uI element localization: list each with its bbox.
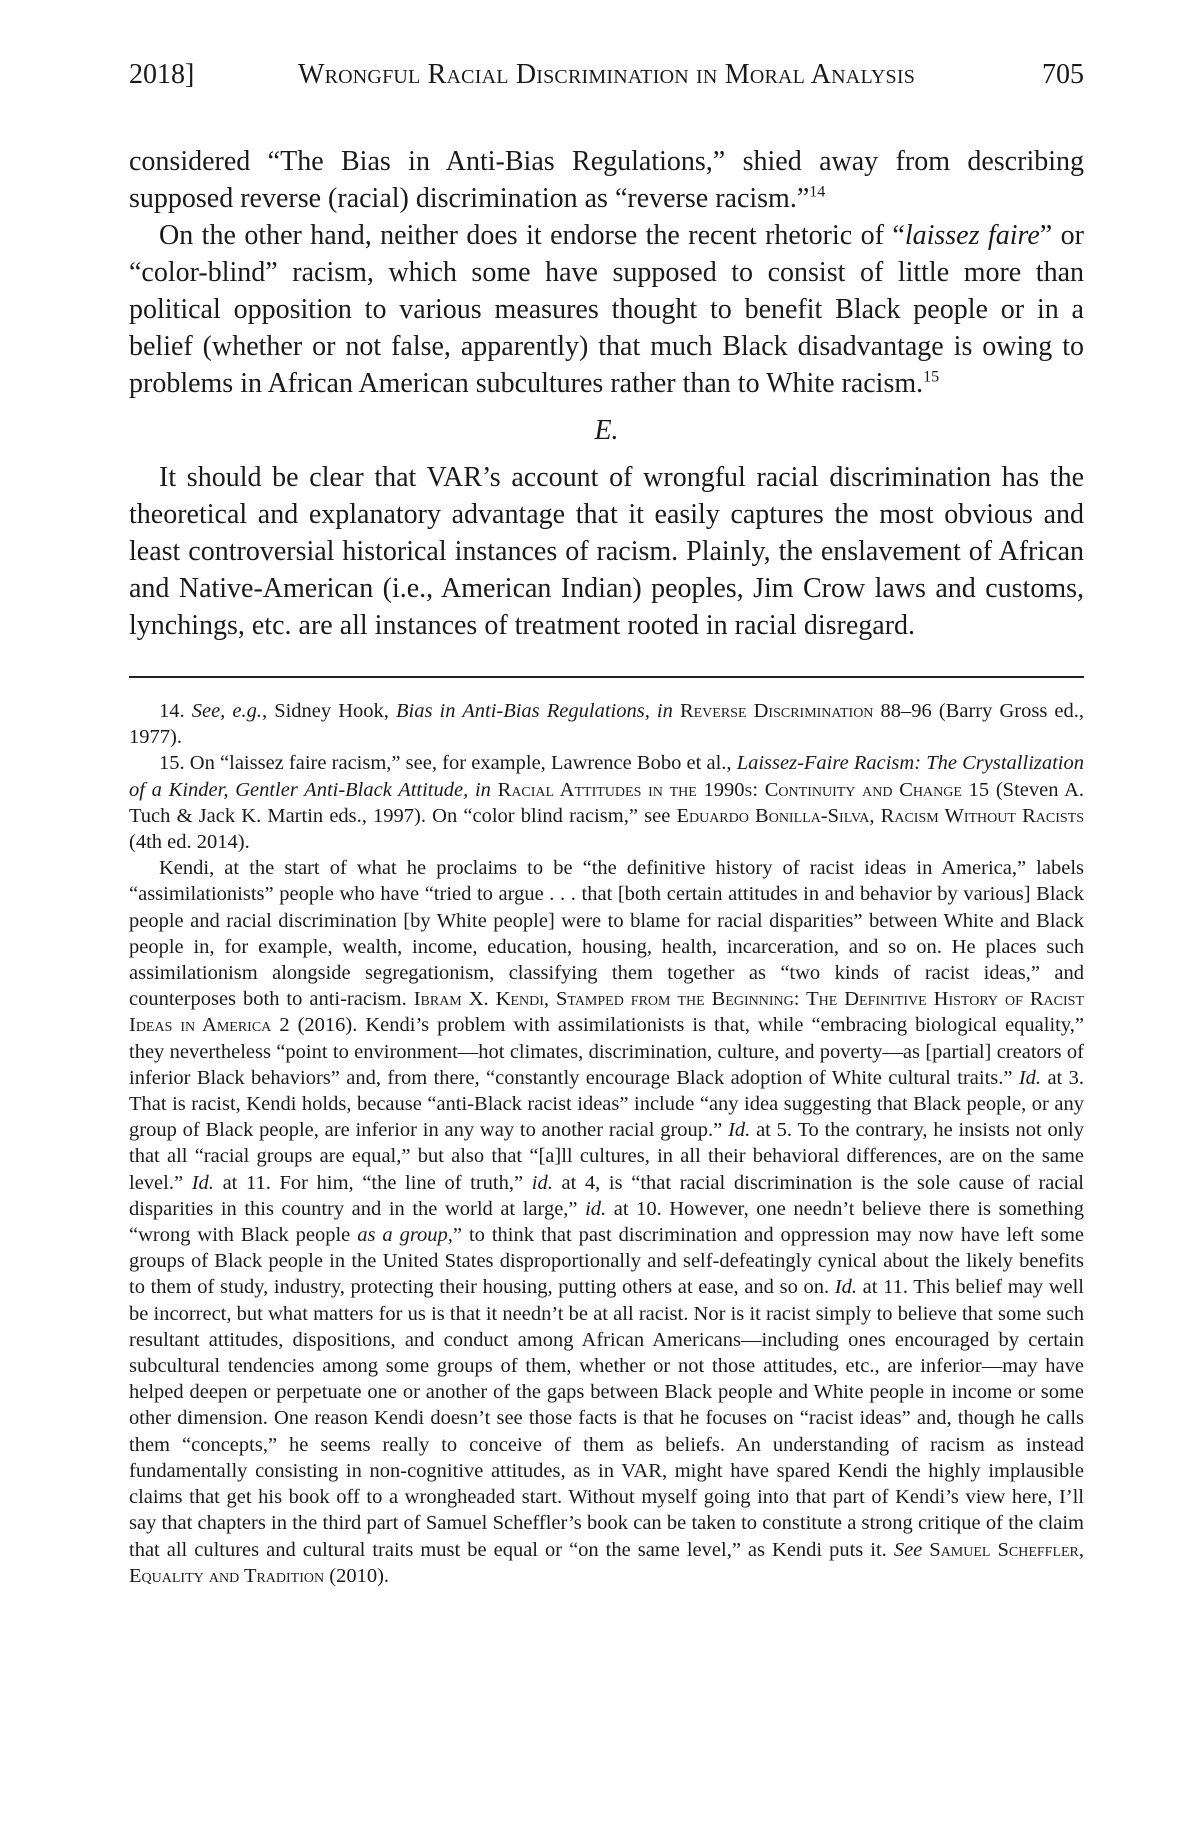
paragraph-laissez-faire: On the other hand, neither does it endorse the recent rhetoric of “laissez faire” or “color-blind” racism, which some have supposed to consist of little more than political opposition to various measures thought to benefit Black people or in a belief (whether or not false, apparently) that much Black disadvantage is owing to problems in African American subcultures rather than to White racism.$^{15}$ (129, 220, 1084, 399)
footnotes (129, 698, 1084, 1589)
main-text (129, 143, 1084, 644)
page-number: 705 (1042, 59, 1084, 90)
footnote-14: 14. See, e.g., Sidney Hook, Bias in Anti-Bias Regulations, in Reverse Discrimination 88–96 (Barry Gross ed., 1977). (129, 700, 1084, 749)
footnote-15-continuation: Kendi, at the start of what he proclaims to be “the definitive history of racist ideas in America,” labels “assimilationists” people who have “tried to argue . . . that [both certain attitudes in and behavior by various] Black people and racial discrimination [by White people] were to blame for racial disparities” between White and Black people in, for example, wealth, income, education, housing, health, incarceration, and so on. He places such assimilationism alongside segregationism, classifying them together as “two kinds of racist ideas,” and counterposes both to anti-racism. Ibram X. Kendi, Stamped from the Beginning: The Definitive History of Racist Ideas in America 2 (2016). Kendi’s problem with assimilationists is that, while “embracing biological equality,” they nevertheless “point to environment—hot climates, discrimination, culture, and poverty—as [partial] creators of inferior Black behaviors” and, from there, “constantly encourage Black adoption of White cultural traits.” Id. at 3. That is racist, Kendi holds, because “anti-Black racist ideas” include “any idea suggesting that Black people, or any group of Black people, are inferior in any way to another racial group.” Id. at 5. To the contrary, he insists not only that all “racial groups are equal,” but also that “[a]ll cultures, in all their behavioral differences, are on the same level.” Id. at 11. For him, “the line of truth,” id. at 4, is “that racial discrimination is the sole cause of racial disparities in this country and in the world at large,” id. at 10. However, one needn’t believe there is something “wrong with Black people as a group,” to think that past discrimination and oppression may now have left some groups of Black people in the United States disproportionally and self-defeatingly cynical about the likely benefits to them of study, industry, protecting their housing, putting others at ease, and so on. Id. at 11. This belief may well be incorrect, but what matters for us is that it needn’t be at all racist. Nor is it racist simply to believe that some such resultant attitudes, dispositions, and conduct among African Americans—including ones encouraged by certain subcultural tendencies among some groups of them, whether or not those attitudes, etc., are inferior—may have helped deepen or perpetuate one or another of the gaps between Black people and White people in income or some other dimension. One reason Kendi doesn’t see those facts is that he focuses on “racist ideas” and, though he calls them “concepts,” he seems really to conceive of them as beliefs. An understanding of racism as instead fundamentally consisting in non-cognitive attitudes, as in VAR, might have spared Kendi the highly implausible claims that get his book off to a wrongheaded start. Without myself going into that part of Kendi’s view here, I’ll say that chapters in the third part of Samuel Scheffler’s book can be taken to constitute a strong critique of the claim that all cultures and cultural traits must be equal or “on the same level,” as Kendi puts it. See Samuel Scheffler, Equality and Tradition (2010). (129, 857, 1085, 1587)
footnote-ref-14: 14 (809, 183, 826, 201)
volume-year: 2018] (129, 59, 195, 90)
footnote-divider (129, 676, 1084, 678)
footnote-15: 15. On “laissez faire racism,” see, for example, Lawrence Bobo et al., Laissez-Faire Racism: The Crystallization of a Kinder, Gentler Anti-Black Attitude, in Racial Attitudes in the 1990s: Continuity and Change 15 (Steven A. Tuch & Jack K. Martin eds., 1997). On “color blind racism,” see Eduardo Bonilla-Silva, Racism Without Racists (4th ed. 2014). (129, 752, 1085, 854)
paragraph-continued: considered “The Bias in Anti-Bias Regulations,” shied away from describing supposed reverse (racial) discrimination as “reverse racism.”$^{14}$ (129, 146, 1084, 214)
section-heading: E. (594, 415, 619, 446)
running-title: Wrongful Racial Discrimination in Moral Analysis (297, 59, 916, 90)
footnote-ref-15: 15 (923, 368, 940, 386)
running-header (129, 50, 1084, 100)
paragraph-section-e: It should be clear that VAR’s account of wrongful racial discrimination has the theoretical and explanatory advantage that it easily captures the most obvious and least controversial historical instances of racism. Plainly, the enslavement of African and Native-American (i.e., American Indian) peoples, Jim Crow laws and customs, lynchings, etc. are all instances of treatment rooted in racial disregard. (129, 462, 1084, 641)
